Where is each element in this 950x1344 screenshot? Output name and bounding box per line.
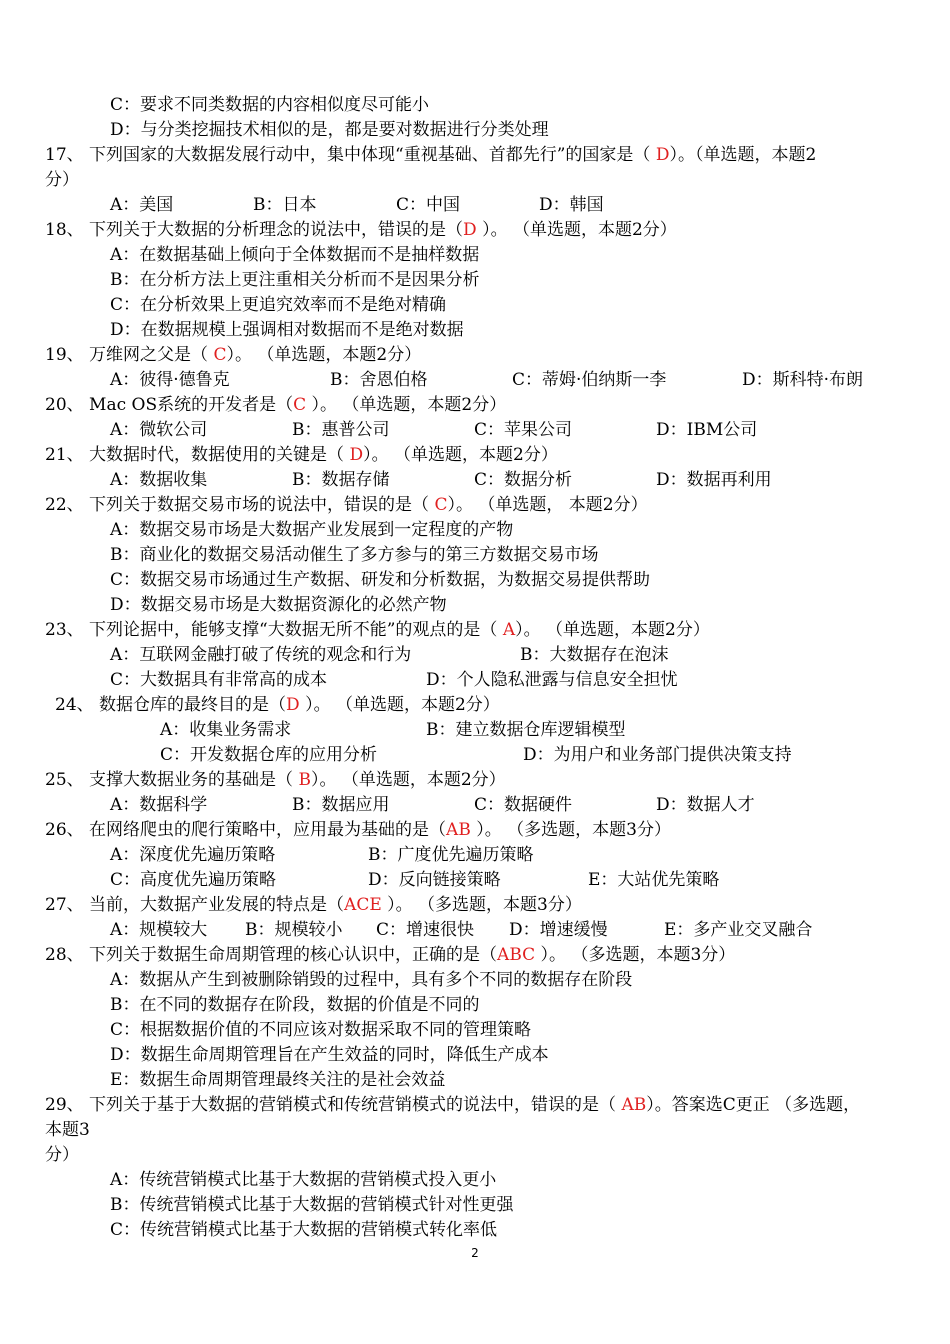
option-line: A：数据交易市场是大数据产业发展到一定程度的产物: [110, 520, 514, 540]
question-20: 20、 Mac OS系统的开发者是（C ）。 （单选题，本题2分）: [45, 395, 507, 415]
option-line: D：与分类挖掘技术相似的是，都是要对数据进行分类处理: [110, 120, 549, 140]
option-line: D：数据生命周期管理旨在产生效益的同时，降低生产成本: [110, 1045, 549, 1065]
answer-text: AB: [621, 1095, 647, 1115]
answer-text: C: [293, 395, 307, 415]
question-26: 26、 在网络爬虫的爬行策略中，应用最为基础的是（AB ）。 （多选题，本题3分）: [45, 820, 671, 840]
question-text-cont: 分）: [45, 170, 79, 190]
answer-text: C: [213, 345, 227, 365]
option-line: D：数据交易市场是大数据资源化的必然产物: [110, 595, 447, 615]
answer-text: ACE: [344, 895, 382, 915]
option-row: A：微软公司 B：惠普公司 C：苹果公司 D：IBM公司: [110, 420, 758, 440]
question-text-cont: 本题3: [45, 1120, 90, 1140]
answer-text: D: [349, 445, 364, 465]
answer-text: ABC: [497, 945, 536, 965]
option-row: A：规模较大 B：规模较小 C：增速很快 D：增速缓慢 E：多产业交叉融合: [110, 920, 813, 940]
option-row: A：数据收集 B：数据存储 C：数据分析 D：数据再利用: [110, 470, 772, 490]
option-line: C：根据数据价值的不同应该对数据采取不同的管理策略: [110, 1020, 532, 1040]
question-25: 25、 支撑大数据业务的基础是（ B）。 （单选题，本题2分）: [45, 770, 506, 790]
question-18: 18、 下列关于大数据的分析理念的说法中，错误的是（D ）。 （单选题，本题2分）: [45, 220, 677, 240]
option-row: C：开发数据仓库的应用分析 D：为用户和业务部门提供决策支持: [160, 745, 792, 765]
option-line: E：数据生命周期管理最终关注的是社会效益: [110, 1070, 446, 1090]
answer-text: A: [502, 620, 516, 640]
option-line: C：在分析效果上更追究效率而不是绝对精确: [110, 295, 447, 315]
question-text-cont: 分）: [45, 1145, 79, 1165]
answer-text: D: [655, 145, 670, 165]
option-row: A：数据科学 B：数据应用 C：数据硬件 D：数据人才: [110, 795, 755, 815]
option-line: B：在分析方法上更注重相关分析而不是因果分析: [110, 270, 480, 290]
option-line: B：商业化的数据交易活动催生了多方参与的第三方数据交易市场: [110, 545, 599, 565]
option-row: A：收集业务需求 B：建立数据仓库逻辑模型: [160, 720, 626, 740]
option-line: A：传统营销模式比基于大数据的营销模式投入更小: [110, 1170, 497, 1190]
option-line: C：数据交易市场通过生产数据、研发和分析数据，为数据交易提供帮助: [110, 570, 651, 590]
option-line: D：在数据规模上强调相对数据而不是绝对数据: [110, 320, 464, 340]
option-line: C：要求不同类数据的内容相似度尽可能小: [110, 95, 430, 115]
option-line: C：传统营销模式比基于大数据的营销模式转化率低: [110, 1220, 498, 1240]
option-row: C：大数据具有非常高的成本 D：个人隐私泄露与信息安全担忧: [110, 670, 678, 690]
option-row: A：互联网金融打破了传统的观念和行为 B：大数据存在泡沫: [110, 645, 669, 665]
question-24: 24、 数据仓库的最终目的是（D ）。 （单选题，本题2分）: [55, 695, 500, 715]
question-19: 19、 万维网之父是（ C）。 （单选题，本题2分）: [45, 345, 422, 365]
answer-text: D: [463, 220, 477, 240]
question-29: 29、 下列关于基于大数据的营销模式和传统营销模式的说法中，错误的是（ AB）。答案选C更正 （多选题，: [45, 1095, 861, 1115]
answer-text: C: [434, 495, 448, 515]
question-21: 21、 大数据时代，数据使用的关键是（ D）。 （单选题，本题2分）: [45, 445, 558, 465]
question-28: 28、 下列关于数据生命周期管理的核心认识中，正确的是（ABC ）。 （多选题，本题3分）: [45, 945, 736, 965]
question-27: 27、 当前，大数据产业发展的特点是（ACE ）。 （多选题，本题3分）: [45, 895, 582, 915]
answer-text: D: [286, 695, 300, 715]
option-row: A：深度优先遍历策略 B：广度优先遍历策略: [110, 845, 534, 865]
question-23: 23、 下列论据中，能够支撑“大数据无所不能”的观点的是（ A）。 （单选题，本题2分）: [45, 620, 710, 640]
answer-text: B: [298, 770, 311, 790]
option-row: A：美国 B：日本 C：中国 D：韩国: [110, 195, 604, 215]
question-22: 22、 下列关于数据交易市场的说法中，错误的是（ C）。 （单选题， 本题2分）: [45, 495, 648, 515]
answer-text: AB: [446, 820, 471, 840]
question-17: 17、 下列国家的大数据发展行动中，集中体现“重视基础、首都先行”的国家是（ D）。（单选题，本题2: [45, 145, 817, 165]
option-row: C：高度优先遍历策略 D：反向链接策略 E：大站优先策略: [110, 870, 720, 890]
option-line: A：在数据基础上倾向于全体数据而不是抽样数据: [110, 245, 480, 265]
option-line: B：在不同的数据存在阶段，数据的价值是不同的: [110, 995, 480, 1015]
page-number: 2: [471, 1246, 479, 1260]
option-line: B：传统营销模式比基于大数据的营销模式针对性更强: [110, 1195, 514, 1215]
option-line: A：数据从产生到被删除销毁的过程中，具有多个不同的数据存在阶段: [110, 970, 633, 990]
option-row: A：彼得·德鲁克 B：舍恩伯格 C：蒂姆·伯纳斯一李 D：斯科特·布朗: [110, 370, 864, 390]
